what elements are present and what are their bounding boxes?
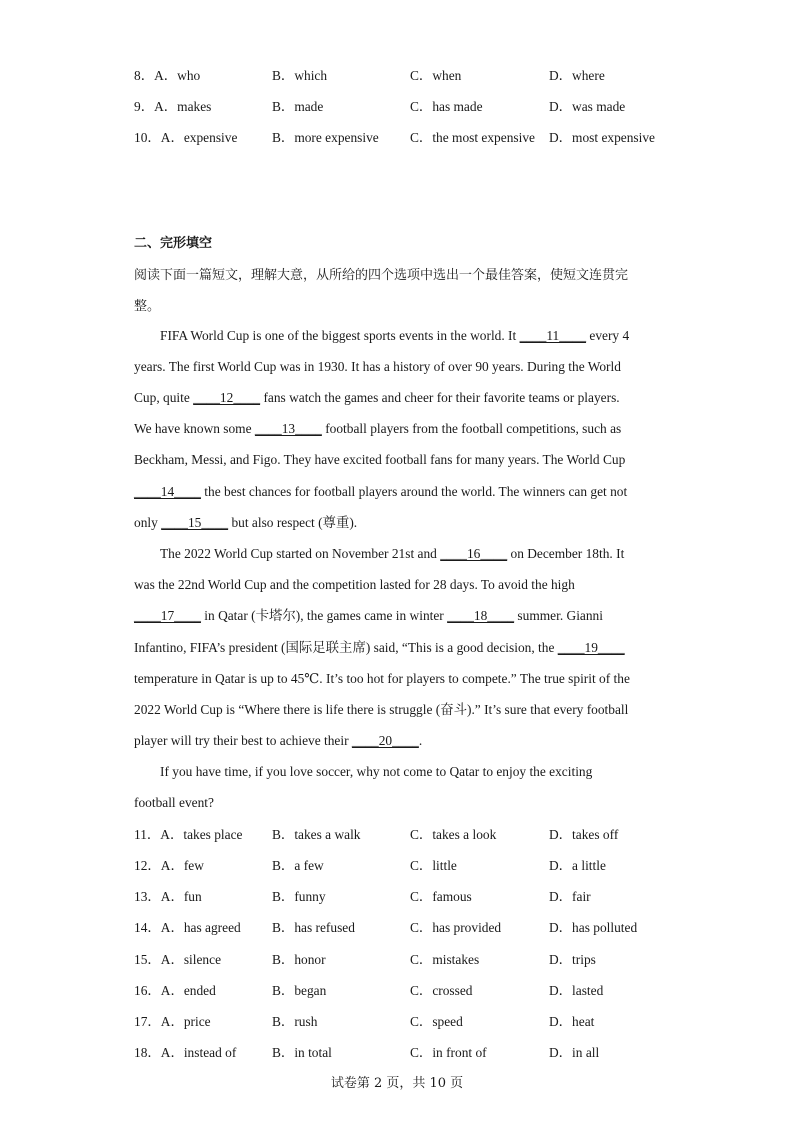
option-a — [134, 887, 202, 907]
option-c: C．in front of — [410, 1045, 487, 1060]
option-b: B．takes a walk — [272, 827, 361, 842]
option-b: B．rush — [272, 1014, 318, 1029]
question-number: 14． — [134, 920, 161, 935]
question-number: 12． — [134, 858, 161, 873]
question-number: 8． — [134, 68, 155, 83]
passage-line — [134, 513, 357, 533]
option-c: C．when — [410, 68, 462, 83]
blank-19: ____19____ — [557, 640, 625, 655]
option-a-text: A．ended — [160, 983, 216, 998]
passage-text: on December 18th. It — [507, 546, 625, 561]
option-a-text: A．few — [160, 858, 204, 873]
option-a — [134, 1043, 236, 1063]
option-c: C．mistakes — [410, 952, 480, 967]
question-number: 13． — [134, 889, 161, 904]
passage-text: in Qatar (卡塔尔), the games came in winter — [200, 608, 448, 623]
option-a-text: A．silence — [160, 952, 222, 967]
option-a-text: A．makes — [154, 99, 212, 114]
passage-text: Cup, quite — [134, 390, 194, 405]
instruction-line: 整。 — [134, 299, 161, 314]
question-number: 17． — [134, 1014, 161, 1029]
option-a — [134, 97, 211, 117]
passage-text: the best chances for football players around the world. The winners can get not — [200, 484, 628, 499]
passage-text: . — [418, 733, 423, 748]
option-c: C．has made — [410, 99, 483, 114]
option-a — [134, 918, 241, 938]
passage-text: FIFA World Cup is one of the biggest sports events in the world. It — [160, 328, 520, 343]
passage-line — [134, 419, 621, 439]
question-number: 9． — [134, 99, 155, 114]
option-b: B．a few — [272, 858, 324, 873]
option-d: D．takes off — [549, 827, 619, 842]
option-b: B．made — [272, 99, 324, 114]
passage-line: temperature in Qatar is up to 45℃. It’s too hot for players to compete.” The true spirit of the — [134, 671, 630, 686]
option-a-text: A．instead of — [160, 1045, 237, 1060]
option-c: C．takes a look — [410, 827, 497, 842]
passage-line — [134, 731, 422, 751]
passage-line: was the 22nd World Cup and the competition lasted for 28 days. To avoid the high — [134, 577, 575, 592]
passage-line: Beckham, Messi, and Figo. They have excited football fans for many years. The World Cup — [134, 452, 626, 467]
blank-17: ____17____ — [134, 608, 201, 623]
option-b: B．funny — [272, 889, 326, 904]
option-d: D．a little — [549, 858, 606, 873]
blank-15: ____15____ — [161, 515, 229, 530]
question-number: 16． — [134, 983, 161, 998]
option-a — [134, 981, 216, 1001]
blank-13: ____13____ — [254, 421, 322, 436]
passage-text: We have known some — [134, 421, 255, 436]
passage-line — [134, 388, 620, 408]
question-number: 11． — [134, 827, 161, 842]
passage-text: Infantino, FIFA’s president (国际足联主席) said, “This is a good decision, the — [134, 640, 558, 655]
option-d: D．trips — [549, 952, 596, 967]
option-a-text: A．price — [160, 1014, 211, 1029]
question-number: 10． — [134, 130, 161, 145]
instruction-line: 阅读下面一篇短文，理解大意，从所给的四个选项中选出一个最佳答案，使短文连贯完 — [134, 268, 629, 283]
option-d: D．has polluted — [549, 920, 638, 935]
passage-text: The 2022 World Cup started on November 21st and — [160, 546, 441, 561]
option-c: C．famous — [410, 889, 472, 904]
option-a — [134, 128, 237, 148]
option-a-text: A．fun — [160, 889, 202, 904]
option-b: B．more expensive — [272, 130, 379, 145]
option-d: D．in all — [549, 1045, 600, 1060]
option-a-text: A．has agreed — [160, 920, 241, 935]
blank-14: ____14____ — [134, 484, 201, 499]
option-b: B．has refused — [272, 920, 355, 935]
option-a — [134, 1012, 211, 1032]
blank-16: ____16____ — [440, 546, 508, 561]
passage-text: football players from the football competitions, such as — [321, 421, 622, 436]
option-b: B．began — [272, 983, 327, 998]
option-a-text: A．who — [154, 68, 201, 83]
question-number: 15． — [134, 952, 161, 967]
passage-line: football event? — [134, 795, 214, 810]
option-a — [134, 856, 204, 876]
option-d: D．where — [549, 68, 605, 83]
option-a-text: A．expensive — [160, 130, 238, 145]
passage-line — [160, 326, 629, 346]
passage-text: fans watch the games and cheer for their favorite teams or players. — [260, 390, 620, 405]
passage-text: only — [134, 515, 162, 530]
section-title: 二、完形填空 — [134, 236, 213, 251]
passage-line — [134, 638, 625, 658]
passage-text: every 4 — [586, 328, 630, 343]
option-b: B．honor — [272, 952, 326, 967]
blank-20: ____20____ — [351, 733, 419, 748]
blank-12: ____12____ — [193, 390, 261, 405]
option-a — [134, 950, 221, 970]
option-d: D．lasted — [549, 983, 604, 998]
option-d: D．heat — [549, 1014, 595, 1029]
question-number: 18． — [134, 1045, 161, 1060]
passage-line: years. The first World Cup was in 1930. It has a history of over 90 years. During the World — [134, 359, 621, 374]
option-a-text: A．takes place — [160, 827, 243, 842]
blank-18: ____18____ — [447, 608, 515, 623]
passage-line: 2022 World Cup is “Where there is life there is struggle (奋斗).” It’s sure that every football — [134, 702, 629, 717]
option-b: B．in total — [272, 1045, 332, 1060]
blank-11: ____11____ — [519, 328, 587, 343]
option-a — [134, 825, 242, 845]
option-c: C．the most expensive — [410, 130, 535, 145]
option-c: C．has provided — [410, 920, 502, 935]
passage-line — [160, 544, 624, 564]
option-b: B．which — [272, 68, 328, 83]
passage-text: but also respect (尊重). — [228, 515, 358, 530]
passage-text: summer. Gianni — [514, 608, 603, 623]
passage-line: If you have time, if you love soccer, why not come to Qatar to enjoy the exciting — [160, 764, 593, 779]
option-d: D．was made — [549, 99, 626, 114]
option-d: D．fair — [549, 889, 591, 904]
option-a — [134, 66, 200, 86]
passage-line — [134, 482, 627, 502]
option-c: C．speed — [410, 1014, 463, 1029]
passage-line — [134, 606, 603, 626]
option-c: C．crossed — [410, 983, 473, 998]
option-c: C．little — [410, 858, 457, 873]
page-footer: 试卷第 2 页，共 10 页 — [330, 1076, 464, 1091]
passage-text: player will try their best to achieve their — [134, 733, 352, 748]
option-d: D．most expensive — [549, 130, 655, 145]
